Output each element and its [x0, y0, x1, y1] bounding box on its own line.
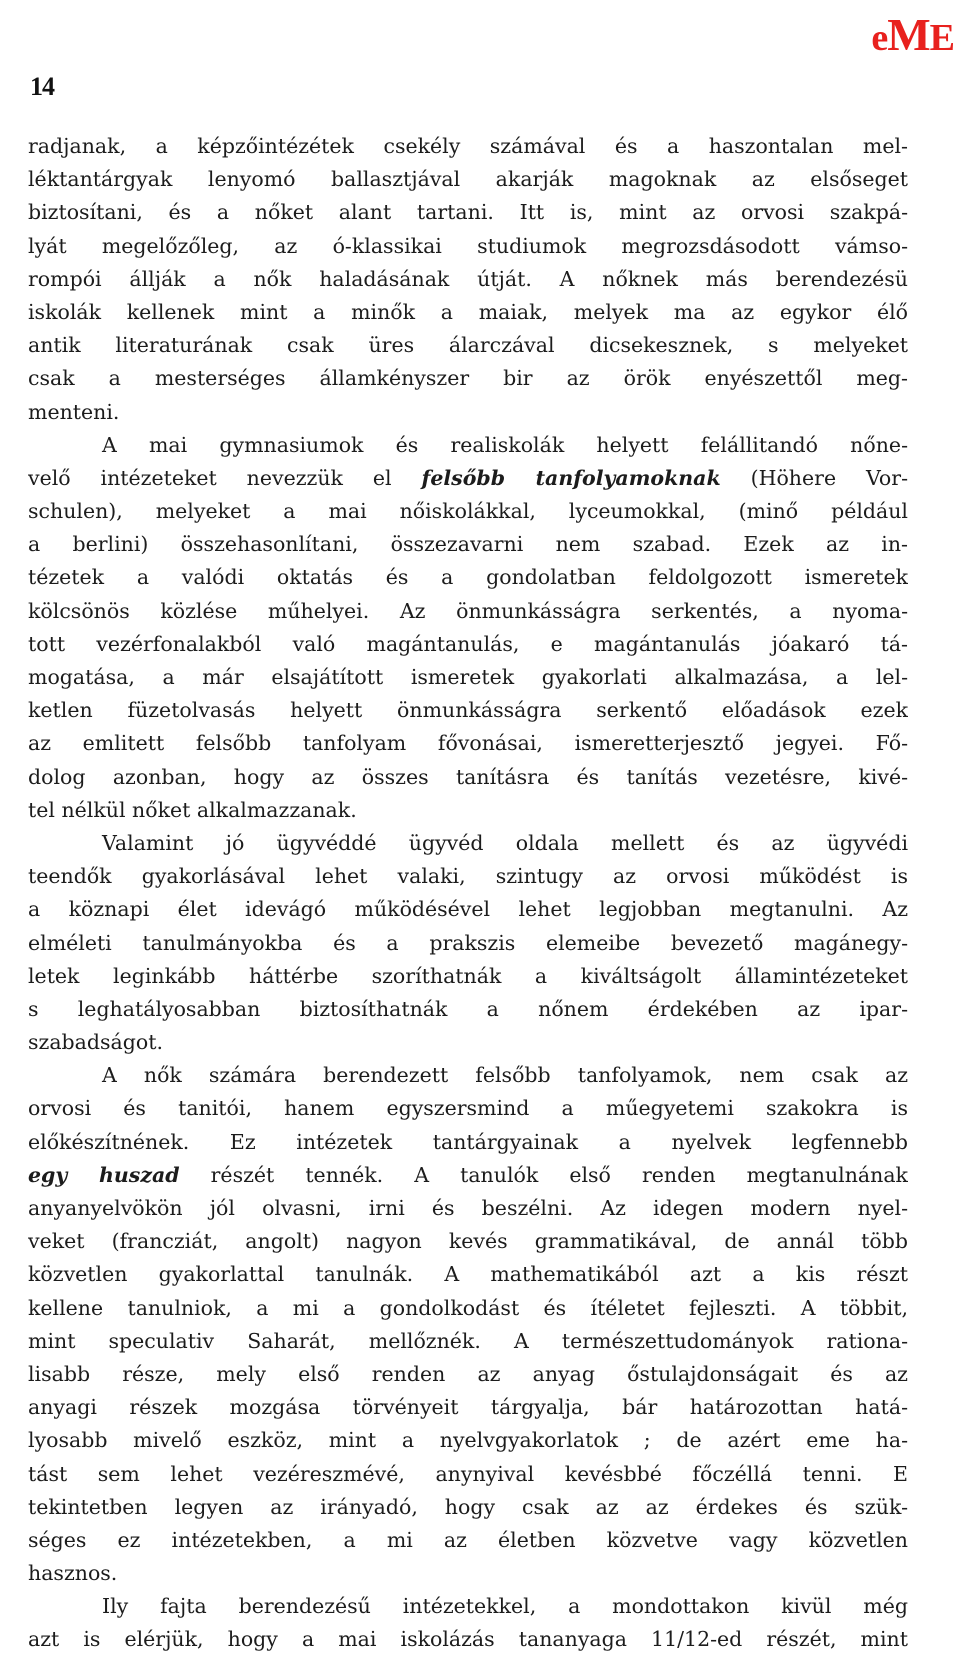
text-line: s leghatályosabban biztosíthatnák a nőnem érdekében az ipar- [28, 996, 908, 1021]
body-text [28, 130, 908, 1657]
text-line: a köznapi élet idevágó működésével lehet legjobban megtanulni. Az [28, 897, 908, 922]
text-line: közvetlen gyakorlattal tanulnák. A mathematikából azt a kis részt [28, 1262, 908, 1287]
text-line: biztosítani, és a nőket alant tartani. Itt is, mint az orvosi szakpá- [28, 200, 908, 225]
text-line: teendők gyakorlásával lehet valaki, szintugy az orvosi működést is [28, 864, 908, 889]
text-line: mogatása, a már elsajátított ismeretek gyakorlati alkalmazása, a lel- [28, 665, 908, 689]
text-line: antik literaturának csak üres álarczával dicsekesznek, s melyeket [28, 333, 908, 358]
text-line: szabadságot. [28, 1030, 163, 1055]
watermark-logo: eME [871, 9, 954, 60]
text-line: lyosabb mivelő eszköz, mint a nyelvgyakorlatok ; de azért eme ha- [28, 1428, 908, 1453]
text-line: tást sem lehet vezéreszmévé, anynyival kevésbbé főczéllá tenni. E [28, 1461, 908, 1486]
text-line: az emlitett felsőbb tanfolyam fővonásai, ismeretterjesztő jegyei. Fő- [28, 731, 908, 756]
text-line: elméleti tanulmányokba és a prakszis elemeibe bevezető magánegy- [28, 930, 908, 955]
page-number: 14 [30, 72, 54, 101]
text-segment: velő intézeteket nevezzük el [28, 465, 422, 490]
text-line: anyanyelvökön jól olvasni, irni és beszélni. Az idegen modern nyel- [28, 1196, 908, 1220]
text-line: A nők számára berendezett felsőbb tanfolyamok, nem csak az [102, 1063, 908, 1088]
text-line: iskolák kellenek mint a minők a maiak, melyek ma az egykor élő [28, 299, 908, 324]
text-line: léktantárgyak lenyomó ballasztjával akarják magoknak az elsőseget [28, 167, 908, 192]
emphasized-text: egy huszad [28, 1162, 180, 1187]
text-line: schulen), melyeket a mai nőiskolákkal, lyceumokkal, (minő például [28, 499, 908, 524]
text-line: Valamint jó ügyvéddé ügyvéd oldala mellett és az ügyvédi [102, 830, 908, 855]
text-line: A mai gymnasiumok és realiskolák helyett felállitandó nőne- [102, 432, 908, 457]
text-line: tekintetben legyen az irányadó, hogy csak az az érdekes és szük- [28, 1494, 908, 1519]
text-line: dolog azonban, hogy az összes tanításra és tanítás vezetésre, kivé- [28, 764, 908, 789]
text-line: menteni. [28, 399, 120, 424]
text-line: azt is elérjük, hogy a mai iskolázás tananyaga 11/12-ed részét, mint [28, 1627, 908, 1652]
text-line: veket (francziát, angolt) nagyon kevés grammatikával, de annál több [28, 1229, 908, 1254]
text-line: tott vezérfonalakból való magántanulás, e magántanulás jóakaró tá- [28, 631, 908, 656]
text-line: kellene tanulniok, a mi a gondolkodást és ítéletet fejleszti. A többit, [28, 1295, 908, 1320]
text-line [28, 462, 908, 495]
text-line: tel nélkül nőket alkalmazzanak. [28, 797, 357, 822]
text-line: a berlini) összehasonlítani, összezavarni nem szabad. Ezek az in- [28, 532, 908, 557]
text-line: tézetek a valódi oktatás és a gondolatban feldolgozott ismeretek [28, 565, 908, 590]
text-line: mint speculativ Saharát, mellőznék. A természettudományok rationa- [28, 1328, 908, 1353]
text-line: ketlen füzetolvasás helyett önmunkásságra serkentő előadások ezek [28, 698, 908, 723]
text-line: hasznos. [28, 1561, 118, 1586]
text-line: Ily fajta berendezésű intézetekkel, a mondottakon kivül még [102, 1594, 908, 1619]
text-line: letek leginkább háttérbe szoríthatnák a kiváltságolt államintézeteket [28, 963, 908, 988]
text-line [28, 1159, 908, 1192]
text-line: anyagi részek mozgása törvényeit tárgyalja, bár határozottan hatá- [28, 1395, 908, 1420]
text-segment: (Höhere Vor- [720, 465, 908, 490]
emphasized-text: felsőbb tanfolyamoknak [421, 465, 721, 490]
text-line: orvosi és tanitói, hanem egyszersmind a műegyetemi szakokra is [28, 1096, 908, 1121]
text-line: lyát megelőzőleg, az ó-klassikai studiumok megrozsdásodott vámso- [28, 233, 908, 258]
text-segment: részét tennék. A tanulók első renden megtanulnának [179, 1162, 908, 1187]
text-line: radjanak, a képzőintézétek csekély számával és a haszontalan mel- [28, 134, 908, 158]
text-line: kölcsönös közlése műhelyei. Az önmunkásságra serkentés, a nyoma- [28, 598, 908, 623]
text-line: csak a mesterséges államkényszer bir az örök enyészettől meg- [28, 366, 908, 391]
text-line: séges ez intézetekben, a mi az életben közvetve vagy közvetlen [28, 1527, 908, 1552]
text-line: lisabb része, mely első renden az anyag őstulajdonságait és az [28, 1361, 908, 1386]
text-line: rompói állják a nők haladásának útját. A nőknek más berendezésü [28, 266, 908, 291]
text-line: előkészítnének. Ez intézetek tantárgyainak a nyelvek legfennebb [28, 1129, 908, 1154]
